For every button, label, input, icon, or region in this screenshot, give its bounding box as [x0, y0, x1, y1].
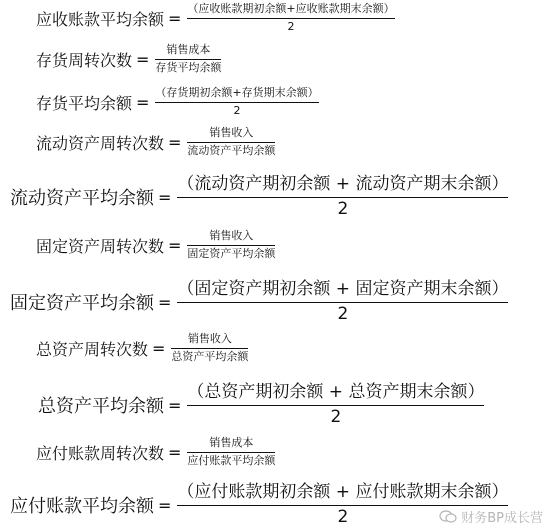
formula-lhs: 应付账款平均余额: [10, 496, 154, 518]
denominator: 存货平均余额: [155, 60, 222, 74]
equals-sign: =: [152, 338, 166, 358]
formula-lhs: 总资产平均余额: [38, 396, 164, 418]
equals-sign: =: [158, 187, 172, 207]
numerator: （应付账款期初余额 + 应付账款期末余额）: [177, 482, 509, 502]
equals-sign: =: [136, 49, 150, 69]
numerator: 销售收入: [209, 126, 254, 139]
formula-lhs: 应付账款周转次数: [36, 443, 165, 463]
equals-sign: =: [168, 132, 182, 152]
equals-sign: =: [168, 442, 182, 462]
formula-lhs: 流动资产周转次数: [36, 133, 165, 153]
denominator: 流动资产平均余额: [187, 143, 276, 157]
denominator: 2: [337, 198, 349, 219]
watermark-text: 财务BP成长营: [461, 511, 543, 526]
fraction: [187, 230, 275, 260]
numerator: 销售成本: [209, 436, 254, 449]
denominator: 2: [337, 303, 349, 324]
formula-total-assets-average: [38, 383, 484, 427]
formula-inventory-turnover: [36, 44, 221, 74]
fraction: [177, 280, 508, 324]
fraction: [177, 175, 508, 219]
equals-sign: =: [136, 92, 150, 112]
fraction: [155, 44, 221, 74]
numerator: （固定资产期初余额 + 固定资产期末余额）: [177, 279, 509, 299]
formula-inventory-average: [36, 87, 319, 117]
equals-sign: =: [168, 235, 182, 255]
fraction-bar: [177, 505, 508, 506]
denominator: 应付账款平均余额: [187, 453, 276, 467]
numerator: 销售收入: [187, 332, 232, 345]
numerator: 销售收入: [209, 229, 254, 242]
numerator: （存货期初余额+存货期末余额）: [155, 86, 319, 99]
fraction-bar: [177, 197, 508, 198]
formula-lhs: 存货平均余额: [36, 93, 133, 113]
chat-bubble-icon: [439, 510, 457, 524]
watermark: [439, 507, 543, 526]
equals-sign: =: [168, 8, 182, 28]
fraction-bar: [187, 245, 275, 246]
formula-current-assets-turnover: [36, 127, 275, 157]
numerator: （流动资产期初余额 + 流动资产期末余额）: [177, 174, 509, 194]
fraction: [187, 437, 275, 467]
fraction: [171, 333, 248, 363]
formula-total-assets-turnover: [36, 333, 248, 363]
fraction: [187, 383, 484, 427]
numerator: 销售成本: [166, 43, 211, 56]
numerator: （总资产期初余额 + 总资产期末余额）: [187, 382, 485, 402]
equals-sign: =: [158, 292, 172, 312]
denominator: 2: [337, 506, 349, 527]
formula-lhs: 总资产周转次数: [36, 339, 149, 359]
fraction: [187, 127, 275, 157]
formula-fixed-assets-turnover: [36, 230, 275, 260]
formula-lhs: 存货周转次数: [36, 50, 133, 70]
numerator: （应收账款期初余额+应收账款期末余额）: [187, 2, 395, 15]
fraction: [187, 3, 394, 33]
fraction-bar: [187, 18, 394, 19]
fraction-bar: [187, 452, 275, 453]
fraction-bar: [187, 142, 275, 143]
fraction: [155, 87, 318, 117]
formula-lhs: 流动资产平均余额: [10, 188, 154, 210]
denominator: 总资产平均余额: [171, 349, 249, 363]
fraction-bar: [187, 405, 484, 406]
formula-lhs: 应收账款平均余额: [36, 9, 165, 29]
fraction-bar: [171, 348, 248, 349]
formula-accounts-payable-average: [10, 483, 508, 527]
formula-current-assets-average: [10, 175, 508, 219]
fraction-bar: [155, 102, 318, 103]
formula-lhs: 固定资产平均余额: [10, 293, 154, 315]
denominator: 2: [330, 406, 342, 427]
fraction-bar: [155, 59, 221, 60]
equals-sign: =: [168, 395, 182, 415]
formula-accounts-receivable-average: [36, 3, 395, 33]
denominator: 2: [233, 103, 241, 117]
fraction-bar: [177, 302, 508, 303]
denominator: 固定资产平均余额: [187, 246, 276, 260]
formula-fixed-assets-average: [10, 280, 508, 324]
formula-lhs: 固定资产周转次数: [36, 236, 165, 256]
formula-accounts-payable-turnover: [36, 437, 275, 467]
equals-sign: =: [158, 495, 172, 515]
denominator: 2: [287, 19, 295, 33]
